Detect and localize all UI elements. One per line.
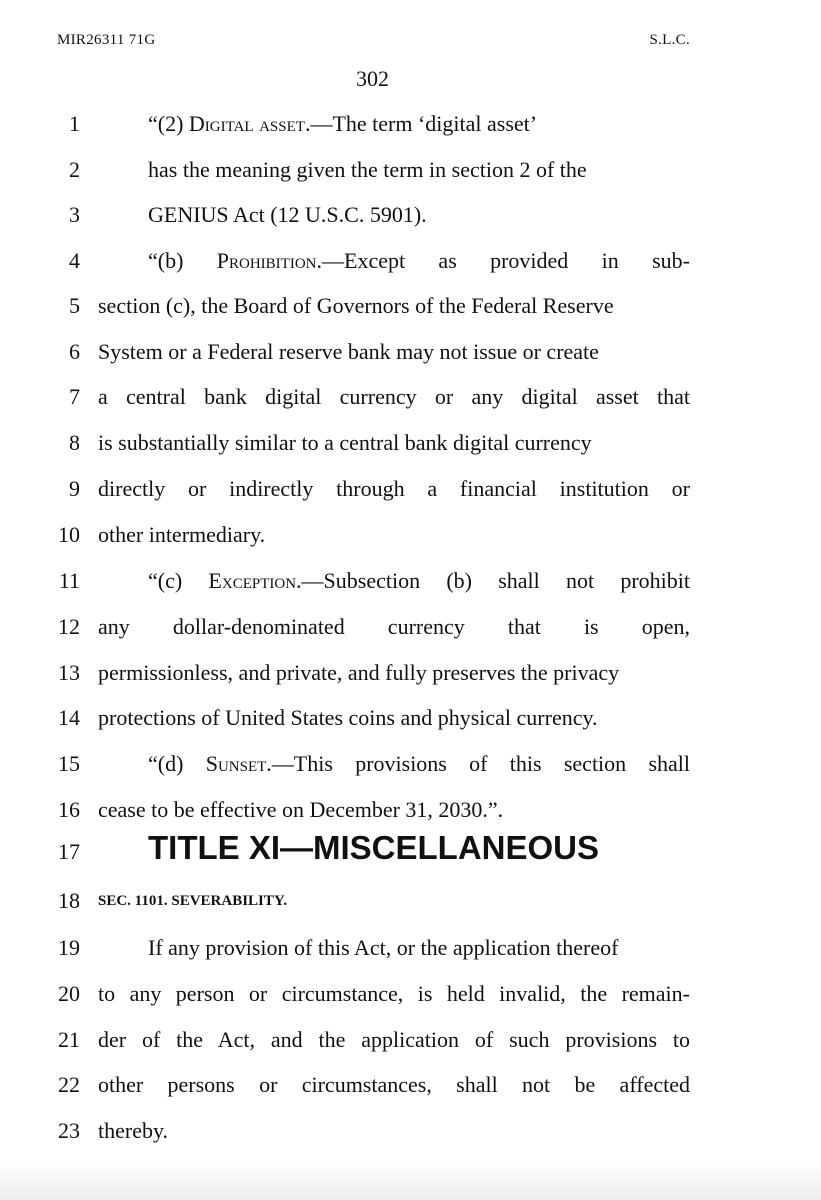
line-number: 2 <box>69 157 80 182</box>
subsection-heading: Exception <box>208 568 297 593</box>
subsection-heading: Digital asset <box>188 111 305 136</box>
line-text: permissionless, and private, and fully preserves the privacy <box>98 660 620 685</box>
subsection-heading: Sunset <box>205 751 267 776</box>
subsection-text: .—This provisions of this section shall <box>266 751 691 776</box>
line-text: protections of United States coins and physical currency. <box>98 705 598 730</box>
bill-line <box>0 154 821 186</box>
line-text: directly or indirectly through a financial institution or <box>98 476 690 501</box>
bill-line <box>0 702 821 734</box>
line-number: 3 <box>69 202 80 227</box>
line-number: 23 <box>58 1118 80 1143</box>
bill-line <box>0 1024 821 1056</box>
page-bottom-shadow <box>0 1162 821 1200</box>
line-text: any dollar-denominated currency that is open, <box>98 614 690 639</box>
bill-line <box>0 473 821 505</box>
bill-line <box>0 885 821 917</box>
bill-line <box>0 381 821 413</box>
line-number: 1 <box>69 111 80 136</box>
bill-line <box>0 336 821 368</box>
line-number: 13 <box>58 660 80 685</box>
line-text: cease to be effective on December 31, 2030.”. <box>98 797 504 822</box>
line-text: has the meaning given the term in section 2 of the <box>148 157 587 182</box>
bill-line <box>0 1115 821 1147</box>
bill-line <box>0 519 821 551</box>
line-number: 10 <box>58 522 80 547</box>
line-number: 7 <box>69 384 80 409</box>
line-text: thereby. <box>98 1118 169 1143</box>
title-heading: TITLE XI—MISCELLANEOUS <box>148 829 600 866</box>
line-number: 8 <box>69 430 80 455</box>
subsection-prefix: “(b) <box>148 248 217 273</box>
line-number: 20 <box>58 981 80 1006</box>
subsection-prefix: “(2) <box>148 111 189 136</box>
subsection-heading-line <box>148 245 690 277</box>
line-text: to any person or circumstance, is held invalid, the remain- <box>98 981 690 1006</box>
slc-marker: S.L.C. <box>649 32 690 48</box>
line-number: 17 <box>58 839 80 864</box>
line-text: other persons or circumstances, shall not be affected <box>98 1072 690 1097</box>
line-text: other intermediary. <box>98 522 266 547</box>
section-heading: SEC. 1101. SEVERABILITY. <box>98 893 288 909</box>
line-number: 14 <box>58 705 80 730</box>
bill-line <box>0 978 821 1010</box>
line-number: 6 <box>69 339 80 364</box>
subsection-text: .—The term ‘digital asset’ <box>304 111 538 136</box>
page-number: 302 <box>356 66 389 91</box>
bill-line <box>0 829 821 868</box>
bill-line <box>0 108 821 140</box>
subsection-prefix: “(c) <box>148 568 209 593</box>
bill-line <box>0 794 821 826</box>
line-number: 11 <box>58 568 80 593</box>
bill-line <box>0 199 821 231</box>
line-number: 12 <box>58 614 80 639</box>
line-text: is substantially similar to a central bank digital currency <box>98 430 592 455</box>
bill-line <box>0 1069 821 1101</box>
bill-line <box>0 245 821 277</box>
subsection-text: .—Subsection (b) shall not prohibit <box>296 568 690 593</box>
line-number: 5 <box>69 293 80 318</box>
bill-line <box>0 427 821 459</box>
line-number: 4 <box>69 248 80 273</box>
line-text: der of the Act, and the application of such provisions to <box>98 1027 690 1052</box>
bill-line <box>0 611 821 643</box>
subsection-prefix: “(d) <box>148 751 206 776</box>
subsection-heading-line <box>148 748 690 780</box>
subsection-text: .—Except as provided in sub- <box>316 248 690 273</box>
line-text: a central bank digital currency or any digital asset that <box>98 384 690 409</box>
bill-line <box>0 932 821 964</box>
line-text: section (c), the Board of Governors of the Federal Reserve <box>98 293 614 318</box>
line-number: 22 <box>58 1072 80 1097</box>
bill-line <box>0 748 821 780</box>
line-number: 19 <box>58 935 80 960</box>
subsection-heading-line <box>148 108 690 140</box>
bill-line <box>0 290 821 322</box>
line-number: 15 <box>58 751 80 776</box>
line-number: 21 <box>58 1027 80 1052</box>
bill-line <box>0 657 821 689</box>
bill-line <box>0 565 821 597</box>
line-number: 16 <box>58 797 80 822</box>
line-text: GENIUS Act (12 U.S.C. 5901). <box>148 202 427 227</box>
subsection-heading-line <box>148 565 690 597</box>
line-number: 9 <box>69 476 80 501</box>
line-text: If any provision of this Act, or the application thereof <box>148 935 619 960</box>
document-id: MIR26311 71G <box>57 32 156 48</box>
line-number: 18 <box>58 888 80 913</box>
subsection-heading: Prohibition <box>216 248 317 273</box>
line-text: System or a Federal reserve bank may not issue or create <box>98 339 599 364</box>
